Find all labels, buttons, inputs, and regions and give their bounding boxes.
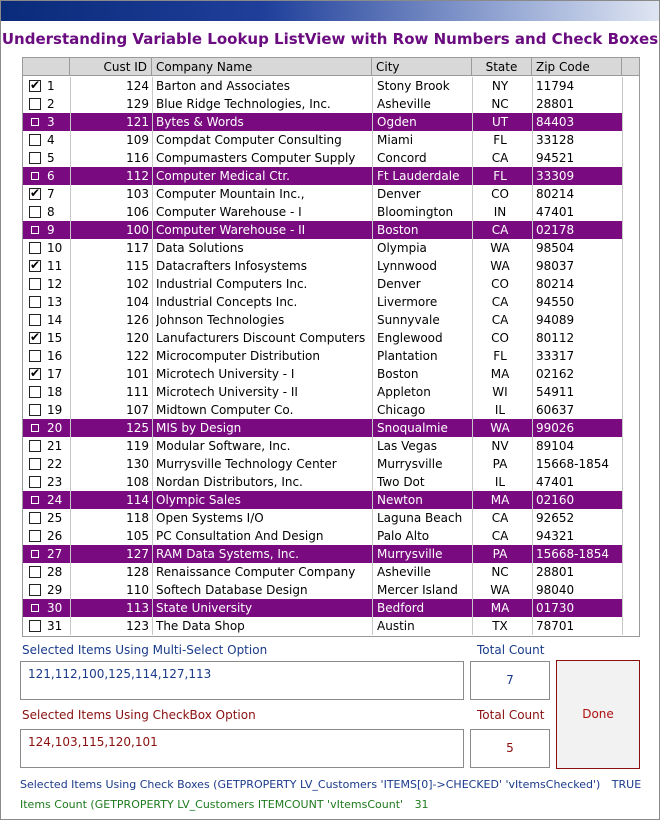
col-header-company[interactable]: Company Name [152,58,372,76]
city-cell: Olympia [377,241,427,255]
zip-code-cell: 94550 [536,295,575,309]
zip-code-cell: 02160 [536,493,575,507]
cust-id-cell: 129 [126,97,149,111]
row-checkbox[interactable] [29,314,41,326]
checkbox-total-count-field[interactable] [470,729,550,768]
row-number: 29 [47,583,63,597]
zip-code-cell: 02178 [536,223,575,237]
cust-id-cell: 123 [126,619,149,633]
cust-id-cell: 109 [126,133,149,147]
company-name-cell: Bytes & Words [156,115,244,129]
company-name-cell: Johnson Technologies [156,313,285,327]
zip-code-cell: 60637 [536,403,575,417]
row-number: 14 [47,313,63,327]
table-row[interactable] [23,167,623,185]
city-cell: Bloomington [377,205,454,219]
company-name-cell: Modular Software, Inc. [156,439,291,453]
zip-code-cell: 80112 [536,331,575,345]
row-number: 5 [47,151,55,165]
checkbox-option-value: 124,103,115,120,101 [28,735,158,749]
state-cell: NY [491,79,509,93]
row-checkbox[interactable] [29,620,41,632]
cust-id-cell: 111 [126,385,149,399]
table-row[interactable] [23,257,623,275]
row-checkbox[interactable] [29,296,41,308]
city-cell: Asheville [377,97,431,111]
table-row[interactable] [23,113,623,131]
table-row[interactable] [23,347,623,365]
row-number: 17 [47,367,63,381]
row-checkbox[interactable] [29,242,41,254]
column-gridline [70,77,71,635]
state-cell: CA [491,529,509,543]
state-cell: TX [492,619,508,633]
col-header-check[interactable] [23,58,70,76]
row-checkbox[interactable] [29,458,41,470]
company-name-cell: Open Systems I/O [156,511,264,525]
state-cell: FL [493,349,507,363]
zip-code-cell: 78701 [536,619,575,633]
company-name-cell: Nordan Distributors, Inc. [156,475,303,489]
multi-total-count-value: 7 [506,673,514,687]
column-gridline [532,77,533,635]
row-number: 8 [47,205,55,219]
item-count-expr: Items Count (GETPROPERTY LV_Customers ITEMCOUNT 'vItemsCount' [20,798,404,811]
table-row[interactable] [23,149,623,167]
table-row[interactable] [23,185,623,203]
cust-id-cell: 105 [126,529,149,543]
checked-status-value: TRUE [611,778,642,791]
cust-id-cell: 128 [126,565,149,579]
company-name-cell: Computer Warehouse - I [156,205,302,219]
row-number: 28 [47,565,63,579]
zip-code-cell: 94089 [536,313,575,327]
table-row[interactable] [23,275,623,293]
zip-code-cell: 94321 [536,529,575,543]
multi-select-value: 121,112,100,125,114,127,113 [28,667,212,681]
city-cell: Denver [377,277,421,291]
done-button[interactable]: Done [556,660,640,769]
row-number: 2 [47,97,55,111]
table-row[interactable] [23,95,623,113]
title-bar [1,1,659,21]
state-cell: WA [490,241,510,255]
state-cell: CO [491,331,509,345]
company-name-cell: Microcomputer Distribution [156,349,320,363]
zip-code-cell: 54911 [536,385,575,399]
checkmark-icon: ✔ [30,80,41,92]
cust-id-cell: 110 [126,583,149,597]
table-row[interactable] [23,293,623,311]
checked-status-expr: Selected Items Using Check Boxes (GETPROPERTY LV_Customers 'ITEMS[0]->CHECKED' 'vItemsChecked') [20,778,601,791]
city-cell: Newton [377,493,423,507]
table-row[interactable] [23,77,623,95]
zip-code-cell: 80214 [536,277,575,291]
city-cell: Stony Brook [377,79,450,93]
row-number: 13 [47,295,63,309]
zip-code-cell: 94521 [536,151,575,165]
checkbox-option-label: Selected Items Using CheckBox Option [22,708,256,722]
row-number: 19 [47,403,63,417]
table-row[interactable] [23,329,623,347]
column-gridline [472,77,473,635]
state-cell: FL [493,133,507,147]
checkbox-total-count-value: 5 [506,741,514,755]
company-name-cell: Computer Medical Ctr. [156,169,290,183]
col-header-filler [622,58,639,76]
table-row[interactable] [23,239,623,257]
city-cell: Laguna Beach [377,511,463,525]
company-name-cell: State University [156,601,253,615]
cust-id-cell: 106 [126,205,149,219]
cust-id-cell: 116 [126,151,149,165]
zip-code-cell: 15668-1854 [536,457,610,471]
table-row[interactable] [23,527,623,545]
city-cell: Plantation [377,349,438,363]
state-cell: UT [491,115,509,129]
city-cell: Snoqualmie [377,421,448,435]
row-checkbox[interactable] [29,350,41,362]
row-checkbox[interactable] [31,226,39,234]
row-number: 12 [47,277,63,291]
table-row[interactable] [23,581,623,599]
table-row[interactable] [23,509,623,527]
zip-code-cell: 98037 [536,259,575,273]
company-name-cell: Computer Mountain Inc., [156,187,305,201]
col-header-city[interactable]: City [372,58,472,76]
row-checkbox[interactable] [29,440,41,452]
col-header-state[interactable]: State [472,58,532,76]
company-name-cell: Computer Warehouse - II [156,223,306,237]
state-cell: CA [491,511,509,525]
checkmark-icon: ✔ [30,368,41,380]
city-cell: Livermore [377,295,438,309]
row-checkbox[interactable] [29,386,41,398]
row-checkbox[interactable] [29,260,41,272]
row-checkbox[interactable] [31,604,39,612]
row-number: 23 [47,475,63,489]
zip-code-cell: 33317 [536,349,575,363]
city-cell: Palo Alto [377,529,430,543]
column-gridline [152,77,153,635]
table-row[interactable] [23,365,623,383]
company-name-cell: Olympic Sales [156,493,241,507]
row-number: 21 [47,439,63,453]
state-cell: WA [490,583,510,597]
city-cell: Ogden [377,115,417,129]
multi-total-count-label: Total Count [477,643,545,657]
table-row[interactable] [23,437,623,455]
state-cell: CA [491,151,509,165]
row-checkbox[interactable] [29,530,41,542]
state-cell: NV [491,439,509,453]
row-number: 15 [47,331,63,345]
cust-id-cell: 107 [126,403,149,417]
zip-code-cell: 92652 [536,511,575,525]
company-name-cell: Softech Database Design [156,583,308,597]
cust-id-cell: 102 [126,277,149,291]
checkmark-icon: ✔ [30,188,41,200]
multi-total-count-field[interactable] [470,661,550,700]
row-number: 1 [47,79,55,93]
table-row[interactable] [23,491,623,509]
company-name-cell: Microtech University - II [156,385,298,399]
row-number: 9 [47,223,55,237]
cust-id-cell: 114 [126,493,149,507]
row-number: 24 [47,493,63,507]
row-checkbox[interactable] [31,172,39,180]
city-cell: Boston [377,367,419,381]
row-number: 31 [47,619,63,633]
company-name-cell: Midtown Computer Co. [156,403,294,417]
company-name-cell: Murrysville Technology Center [156,457,337,471]
city-cell: Murrysville [377,547,443,561]
row-number: 27 [47,547,63,561]
table-row[interactable] [23,599,623,617]
city-cell: Appleton [377,385,431,399]
table-row[interactable] [23,131,623,149]
table-row[interactable] [23,419,623,437]
zip-code-cell: 47401 [536,475,575,489]
row-number: 16 [47,349,63,363]
company-name-cell: MIS by Design [156,421,242,435]
zip-code-cell: 99026 [536,421,575,435]
city-cell: Austin [377,619,415,633]
zip-code-cell: 15668-1854 [536,547,610,561]
city-cell: Lynnwood [377,259,438,273]
cust-id-cell: 101 [126,367,149,381]
row-number: 11 [47,259,63,273]
row-checkbox[interactable] [29,98,41,110]
state-cell: CO [491,277,509,291]
state-cell: FL [493,169,507,183]
row-checkbox[interactable] [31,424,39,432]
state-cell: MA [490,601,510,615]
col-header-cust-id[interactable]: Cust ID [70,58,152,76]
cust-id-cell: 122 [126,349,149,363]
zip-code-cell: 89104 [536,439,575,453]
zip-code-cell: 33309 [536,169,575,183]
row-checkbox[interactable] [29,188,41,200]
company-name-cell: Microtech University - I [156,367,295,381]
company-name-cell: Datacrafters Infosystems [156,259,307,273]
checkmark-icon: ✔ [30,260,41,272]
table-row[interactable] [23,455,623,473]
item-count-value: 31 [414,798,429,811]
company-name-cell: Compdat Computer Consulting [156,133,342,147]
state-cell: PA [492,457,508,471]
state-cell: WI [492,385,508,399]
company-name-cell: Compumasters Computer Supply [156,151,356,165]
city-cell: Boston [377,223,419,237]
cust-id-cell: 112 [126,169,149,183]
company-name-cell: Blue Ridge Technologies, Inc. [156,97,331,111]
city-cell: Las Vegas [377,439,437,453]
cust-id-cell: 121 [126,115,149,129]
company-name-cell: RAM Data Systems, Inc. [156,547,299,561]
zip-code-cell: 02162 [536,367,575,381]
state-cell: MA [490,493,510,507]
company-name-cell: Renaissance Computer Company [156,565,356,579]
cust-id-cell: 127 [126,547,149,561]
zip-code-cell: 11794 [536,79,575,93]
table-row[interactable] [23,473,623,491]
column-gridline [372,77,373,635]
row-checkbox[interactable] [31,118,39,126]
company-name-cell: PC Consultation And Design [156,529,324,543]
city-cell: Two Dot [377,475,425,489]
item-count-status-text [20,798,429,811]
city-cell: Chicago [377,403,426,417]
company-name-cell: Lanufacturers Discount Computers [156,331,366,345]
customers-listview[interactable] [22,57,640,637]
cust-id-cell: 126 [126,313,149,327]
row-checkbox[interactable] [31,550,39,558]
state-cell: PA [492,547,508,561]
multi-select-label: Selected Items Using Multi-Select Option [22,643,268,657]
listview-header [23,58,639,76]
table-row[interactable] [23,203,623,221]
city-cell: Ft Lauderdale [377,169,460,183]
city-cell: Asheville [377,565,431,579]
cust-id-cell: 130 [126,457,149,471]
state-cell: IN [493,205,507,219]
zip-code-cell: 98040 [536,583,575,597]
row-checkbox[interactable] [29,512,41,524]
cust-id-cell: 104 [126,295,149,309]
zip-code-cell: 80214 [536,187,575,201]
row-number: 7 [47,187,55,201]
state-cell: WA [490,259,510,273]
zip-code-cell: 47401 [536,205,575,219]
row-checkbox[interactable] [29,404,41,416]
state-cell: WA [490,421,510,435]
checkbox-option-field[interactable] [20,729,464,768]
row-checkbox[interactable] [29,584,41,596]
checkmark-icon: ✔ [30,332,41,344]
row-checkbox[interactable] [29,152,41,164]
cust-id-cell: 115 [126,259,149,273]
state-cell: CA [491,223,509,237]
state-cell: NC [491,565,509,579]
city-cell: Bedford [377,601,425,615]
col-header-zip[interactable]: Zip Code [532,58,622,76]
page-title: Understanding Variable Lookup ListView with Row Numbers and Check Boxes [1,30,659,48]
row-checkbox[interactable] [29,368,41,380]
zip-code-cell: 28801 [536,97,575,111]
checked-status-text [20,778,641,791]
table-row[interactable] [23,617,623,635]
company-name-cell: Data Solutions [156,241,244,255]
state-cell: CO [491,187,509,201]
row-checkbox[interactable] [29,278,41,290]
company-name-cell: Industrial Concepts Inc. [156,295,298,309]
cust-id-cell: 103 [126,187,149,201]
cust-id-cell: 108 [126,475,149,489]
row-checkbox[interactable] [29,332,41,344]
company-name-cell: Barton and Associates [156,79,291,93]
table-row[interactable] [23,545,623,563]
table-row[interactable] [23,401,623,419]
cust-id-cell: 120 [126,331,149,345]
row-number: 22 [47,457,63,471]
state-cell: IL [494,475,506,489]
table-row[interactable] [23,563,623,581]
cust-id-cell: 125 [126,421,149,435]
multi-select-field[interactable] [20,661,464,700]
table-row[interactable] [23,311,623,329]
table-row[interactable] [23,221,623,239]
state-cell: CA [491,313,509,327]
zip-code-cell: 28801 [536,565,575,579]
cust-id-cell: 117 [126,241,149,255]
row-checkbox[interactable] [31,496,39,504]
city-cell: Sunnyvale [377,313,440,327]
zip-code-cell: 01730 [536,601,575,615]
checkbox-total-count-label: Total Count [477,708,545,722]
zip-code-cell: 98504 [536,241,575,255]
cust-id-cell: 118 [126,511,149,525]
cust-id-cell: 124 [126,79,149,93]
cust-id-cell: 119 [126,439,149,453]
row-number: 4 [47,133,55,147]
state-cell: IL [494,403,506,417]
zip-code-cell: 33128 [536,133,575,147]
company-name-cell: The Data Shop [156,619,245,633]
cust-id-cell: 113 [126,601,149,615]
state-cell: CA [491,295,509,309]
row-checkbox[interactable] [29,206,41,218]
state-cell: NC [491,97,509,111]
city-cell: Concord [377,151,427,165]
state-cell: MA [490,367,510,381]
row-checkbox[interactable] [29,566,41,578]
city-cell: Denver [377,187,421,201]
city-cell: Murrysville [377,457,443,471]
zip-code-cell: 84403 [536,115,575,129]
company-name-cell: Industrial Computers Inc. [156,277,308,291]
table-row[interactable] [23,383,623,401]
row-number: 26 [47,529,63,543]
city-cell: Englewood [377,331,443,345]
row-checkbox[interactable] [29,134,41,146]
row-number: 3 [47,115,55,129]
city-cell: Mercer Island [377,583,458,597]
row-number: 30 [47,601,63,615]
row-checkbox[interactable] [29,80,41,92]
city-cell: Miami [377,133,414,147]
row-number: 18 [47,385,63,399]
row-number: 25 [47,511,63,525]
row-checkbox[interactable] [29,476,41,488]
row-number: 10 [47,241,63,255]
row-number: 20 [47,421,63,435]
cust-id-cell: 100 [126,223,149,237]
column-gridline [622,77,623,635]
row-number: 6 [47,169,55,183]
